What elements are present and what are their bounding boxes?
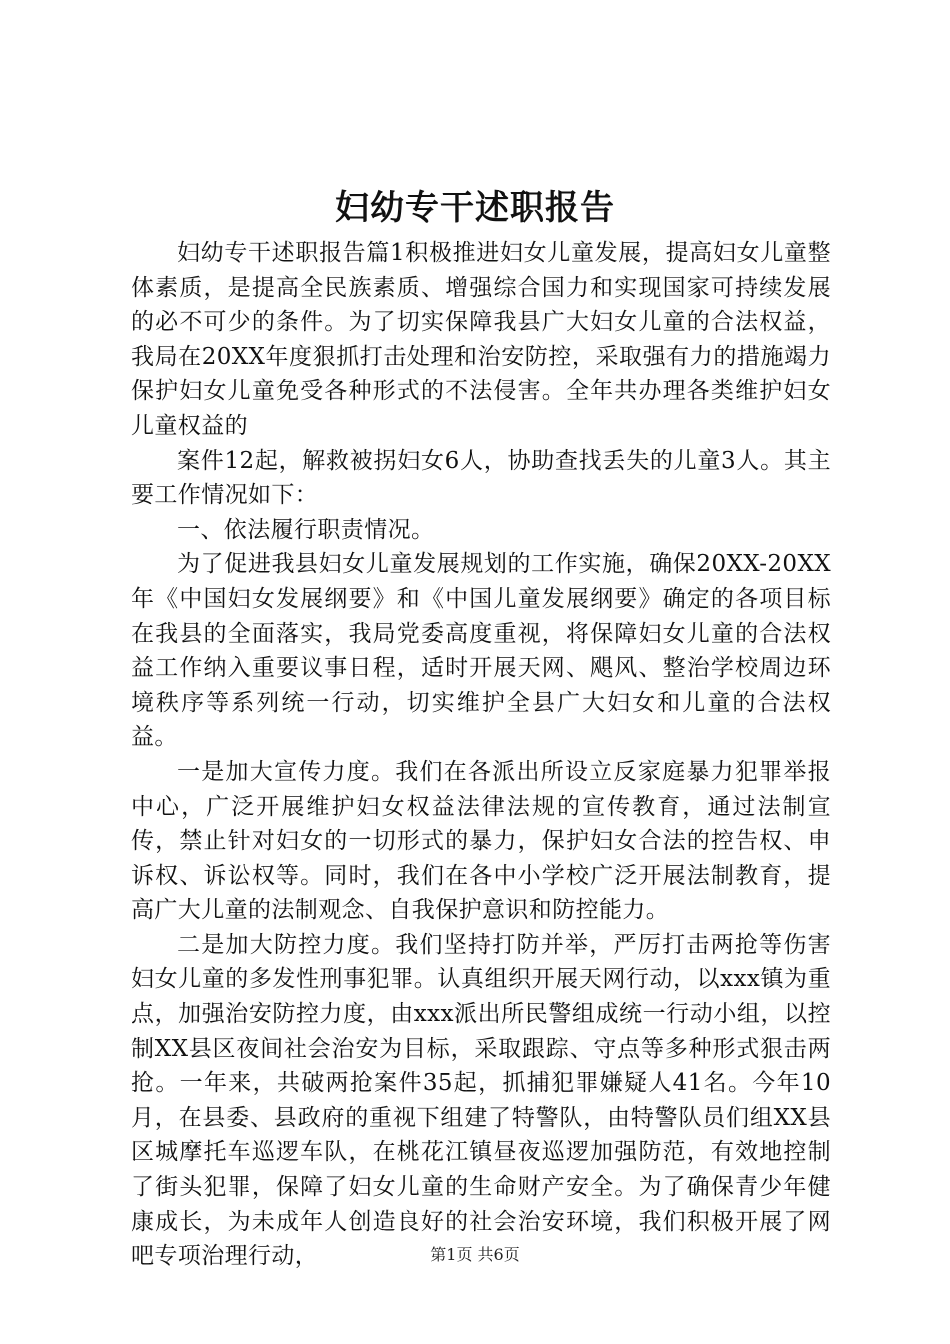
paragraph-case-summary: 案件12起，解救被拐妇女6人，协助查找丢失的儿童3人。其主要工作情况如下：: [131, 447, 831, 509]
paragraph-intro: 妇幼专干述职报告篇1积极推进妇女儿童发展，提高妇女儿童整体素质，是提高全民族素质、增强综合国力和实现国家可持续发展的必不可少的条件。为了切实保障我县广大妇女儿童的合法权益，我局在20XX年度狠抓打击处理和治安防控，采取强有力的措施竭力保护妇女儿童免受各种形式的不法侵害。全年共办理各类维护妇女儿童权益的: [131, 240, 831, 439]
section-heading-duties: 一、依法履行职责情况。: [177, 516, 435, 543]
paragraph-prevention: 二是加大防控力度。我们坚持打防并举，严厉打击两抢等伤害妇女儿童的多发性刑事犯罪。认真组织开展天网行动，以xxx镇为重点，加强治安防控力度，由xxx派出所民警组成统一行动小组，以控制XX县区夜间社会治安为目标，采取跟踪、守点等多种形式狠击两抢。一年来，共破两抢案件35起，抓捕犯罪嫌疑人41名。今年10月，在县委、县政府的重视下组建了特警队，由特警队员们组XX县区城摩托车巡逻车队，在桃花江镇昼夜巡逻加强防范，有效地控制了街头犯罪，保障了妇女儿童的生命财产安全。为了确保青少年健康成长，为未成年人创造良好的社会治安环境，我们积极开展了网吧专项治理行动，: [131, 931, 831, 1270]
page-number-footer: 第1页 共6页: [430, 1245, 520, 1264]
paragraph-implementation: 为了促进我县妇女儿童发展规划的工作实施，确保20XX-20XX年《中国妇女发展纲要》和《中国儿童发展纲要》确定的各项目标在我县的全面落实，我局党委高度重视，将保障妇女儿童的合法权益工作纳入重要议事日程，适时开展天网、飓风、整治学校周边环境秩序等系列统一行动，切实维护全县广大妇女和儿童的合法权益。: [131, 551, 831, 751]
document-body: [131, 236, 831, 1274]
document-title: 妇幼专干述职报告: [335, 188, 615, 228]
paragraph-publicity: 一是加大宣传力度。我们在各派出所设立反家庭暴力犯罪举报中心，广泛开展维护妇女权益法律法规的宣传教育，通过法制宣传，禁止针对妇女的一切形式的暴力，保护妇女合法的控告权、申诉权、诉讼权等。同时，我们在各中小学校广泛开展法制教育，提高广大儿童的法制观念、自我保护意识和防控能力。: [131, 758, 831, 924]
